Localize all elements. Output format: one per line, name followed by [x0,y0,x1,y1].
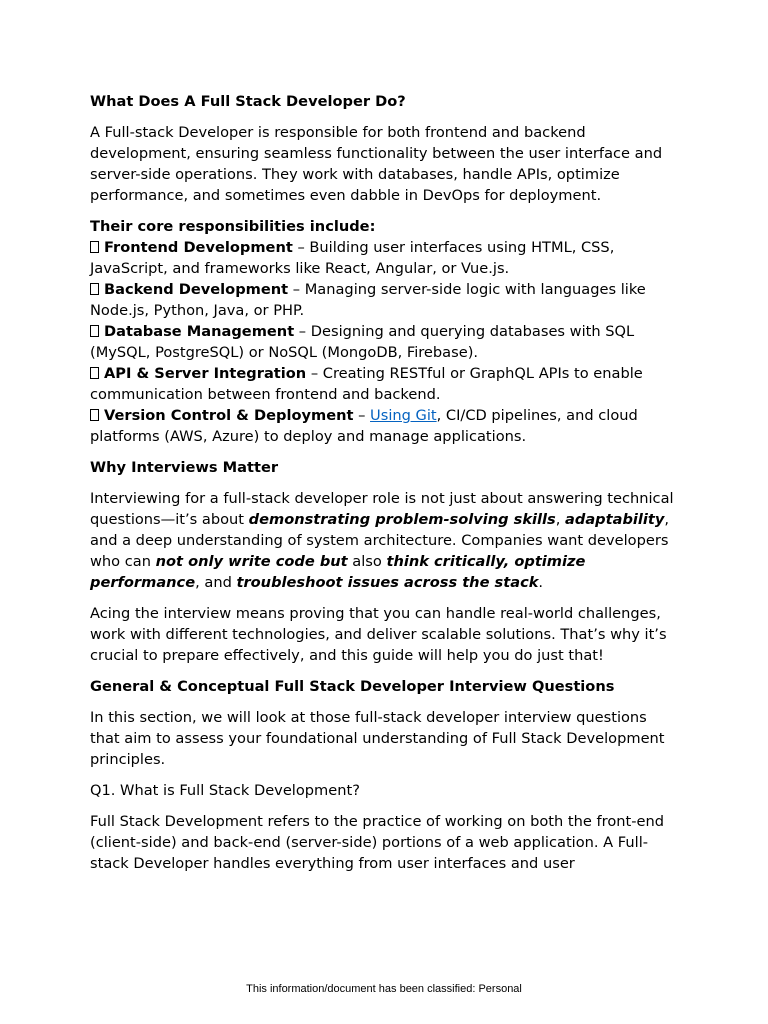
item-text: – Building user interfaces using HTML, CSS, JavaScript, and frameworks like React, Angular, or Vue.js. [90,239,615,277]
text-run: also [347,553,387,570]
document-body [90,91,680,884]
text-run: , and a deep understanding of system architecture. Companies want developers who can [90,511,670,570]
text-run: Interviewing for a full-stack developer role is not just about answering technical questions—it’s about [90,490,674,528]
item-text: – Creating RESTful or GraphQL APIs to enable communication between frontend and backend. [90,365,643,403]
checkbox-glyph-icon [90,283,99,295]
text-run: , and [195,574,237,591]
checkbox-glyph-icon [90,325,99,337]
responsibilities-list [90,216,680,447]
item-text: – Designing and querying databases with SQL (MySQL, PostgreSQL) or NoSQL (MongoDB, Firebase). [90,323,635,361]
item-title: API & Server Integration [104,365,307,382]
list-item [90,405,680,447]
item-text: – [353,407,371,424]
emphasis-run: demonstrating problem-solving skills [248,511,556,528]
classification-footer: This information/document has been classified: Personal [246,983,522,995]
using-git-link[interactable]: Using Git [370,407,437,424]
list-item [90,363,680,405]
emphasis-run: adaptability [565,511,665,528]
heading-core-responsibilities: Their core responsibilities include: [90,218,376,235]
text-run: , [555,511,566,528]
heading-what-does: What Does A Full Stack Developer Do? [90,93,406,110]
list-item [90,279,680,321]
emphasis-run: not only write code but [155,553,348,570]
q1-answer-paragraph: Full Stack Development refers to the practice of working on both the front-end (client-side) and back-end (server-side) portions of a web application. A Full-stack Developer handles everything from user interfaces and user [90,813,664,872]
general-intro-paragraph: In this section, we will look at those full-stack developer interview questions that aim to assess your foundational understanding of Full Stack Development principles. [90,709,665,768]
why-paragraph-1 [90,488,680,593]
intro-paragraph: A Full-stack Developer is responsible for both frontend and backend development, ensuring seamless functionality between the user interface and server-side operations. They work with databases, handle APIs, optimize performance, and sometimes even dabble in DevOps for deployment. [90,124,663,204]
text-run: . [538,574,544,591]
checkbox-glyph-icon [90,241,99,253]
checkbox-glyph-icon [90,409,99,421]
item-title: Database Management [104,323,295,340]
heading-general-questions: General & Conceptual Full Stack Developer Interview Questions [90,678,615,695]
item-title: Frontend Development [104,239,293,256]
item-title: Version Control & Deployment [104,407,354,424]
question-q1: Q1. What is Full Stack Development? [90,782,360,799]
item-title: Backend Development [104,281,289,298]
checkbox-glyph-icon [90,367,99,379]
item-text: , CI/CD pipelines, and cloud platforms (AWS, Azure) to deploy and manage applications. [90,407,638,445]
list-item [90,321,680,363]
emphasis-run: think critically, optimize performance [90,553,586,591]
emphasis-run: troubleshoot issues across the stack [236,574,539,591]
heading-why-interviews: Why Interviews Matter [90,459,279,476]
why-paragraph-2: Acing the interview means proving that you can handle real-world challenges, work with different technologies, and deliver scalable solutions. That’s why it’s crucial to prepare effectively, and this guide will help you do just that! [90,605,667,664]
item-text: – Managing server-side logic with languages like Node.js, Python, Java, or PHP. [90,281,646,319]
list-item [90,237,680,279]
